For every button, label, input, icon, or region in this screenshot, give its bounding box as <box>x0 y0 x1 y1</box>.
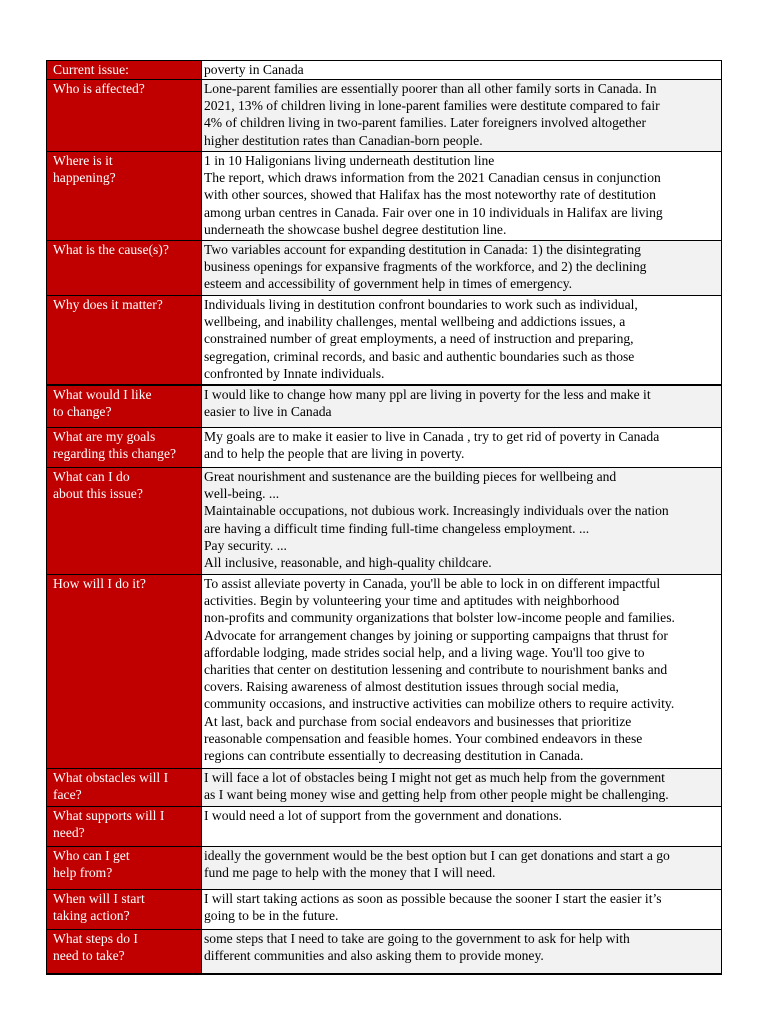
label-line: help from? <box>53 865 113 881</box>
row-what-can-i-do <box>47 468 722 575</box>
value-what-can-i-do <box>202 468 722 575</box>
value-line: are having a difficult time finding full-time changeless employment. ... <box>204 520 590 536</box>
value-line: different communities and also asking them to provide money. <box>204 948 544 964</box>
value-line: At last, back and purchase from social endeavors and businesses that prioritize <box>204 713 632 729</box>
value-line: esteem and accessibility of government help in times of emergency. <box>204 276 573 292</box>
row-supports <box>47 807 722 847</box>
row-how-will-i-do-it <box>47 575 722 769</box>
label-obstacles <box>47 769 202 807</box>
value-help-from <box>202 847 722 890</box>
value-line: going to be in the future. <box>204 908 339 924</box>
value-line: Maintainable occupations, not dubious work. Increasingly individuals over the nation <box>204 503 669 519</box>
label-when-start <box>47 890 202 930</box>
row-cause <box>47 241 722 296</box>
value-line: non-profits and community organizations that bolster low-income people and families. <box>204 610 675 626</box>
value-line: confronted by Innate individuals. <box>204 365 385 381</box>
value-line: community occasions, and instructive activities can mobilize others to require activity. <box>204 696 675 712</box>
label-why-does-it-matter <box>47 296 202 385</box>
label-help-from <box>47 847 202 890</box>
label-how-will-i-do-it <box>47 575 202 769</box>
value-line: constrained number of great employments, a need of instruction and preparing, <box>204 331 634 347</box>
label-current-issue <box>47 61 202 80</box>
label-line: What is the cause(s)? <box>53 242 169 257</box>
label-line: What are my goals <box>53 429 156 444</box>
value-how-will-i-do-it <box>202 575 722 769</box>
value-line: higher destitution rates than Canadian-born people. <box>204 132 483 148</box>
value-line: 2021, 13% of children living in lone-parent families were destitute compared to fair <box>204 98 660 114</box>
value-line: My goals are to make it easier to live in Canada , try to get rid of poverty in Canada <box>204 429 660 444</box>
value-line: regions can contribute essentially to decreasing destitution in Canada. <box>204 748 584 764</box>
row-when-start <box>47 890 722 930</box>
value-line: as I want being money wise and getting help from other people might be challenging. <box>204 787 669 803</box>
value-steps <box>202 930 722 974</box>
label-where-is-it-happening <box>47 152 202 241</box>
value-line: Advocate for arrangement changes by joining or supporting campaigns that thrust for <box>204 627 668 643</box>
label-line: What would I like <box>53 386 152 402</box>
label-line: Where is it <box>53 153 113 168</box>
label-line: Current issue: <box>53 62 129 77</box>
value-goals <box>202 428 722 468</box>
value-line: reasonable compensation and feasible homes. Your combined endeavors in these <box>204 730 643 746</box>
value-line: activities. Begin by volunteering your time and aptitudes with neighborhood <box>204 593 620 609</box>
label-who-is-affected <box>47 80 202 152</box>
value-what-to-change <box>202 385 722 428</box>
value-line: Lone-parent families are essentially poorer than all other family sorts in Canada. In <box>204 81 657 96</box>
value-line: fund me page to help with the money that I will need. <box>204 865 496 881</box>
label-line: happening? <box>53 170 116 186</box>
value-line: covers. Raising awareness of almost destitution issues through social media, <box>204 679 619 695</box>
value-line: Pay security. ... <box>204 537 287 553</box>
value-line: well-being. ... <box>204 486 280 502</box>
value-line: All inclusive, reasonable, and high-quality childcare. <box>204 555 492 571</box>
value-line: segregation, criminal records, and basic and authentic boundaries such as those <box>204 348 635 364</box>
value-line: business openings for expansive fragments of the workforce, and 2) the declining <box>204 259 647 275</box>
row-who-is-affected <box>47 80 722 152</box>
row-goals <box>47 428 722 468</box>
label-line: need to take? <box>53 948 125 964</box>
value-line: some steps that I need to take are going to the government to ask for help with <box>204 931 630 946</box>
row-current-issue <box>47 61 722 80</box>
value-line: underneath the showcase bushel degree destitution line. <box>204 221 507 237</box>
value-line: I will start taking actions as soon as possible because the sooner I start the easier it’s <box>204 891 662 906</box>
value-where-is-it-happening <box>202 152 722 241</box>
label-line: Who is affected? <box>53 81 145 96</box>
value-line: ideally the government would be the best option but I can get donations and start a go <box>204 848 670 863</box>
label-line: about this issue? <box>53 486 143 502</box>
label-what-to-change <box>47 385 202 428</box>
value-line: To assist alleviate poverty in Canada, you'll be able to lock in on different impactful <box>204 576 661 591</box>
value-line: with other sources, showed that Halifax has the most noteworthy rate of destitution <box>204 187 656 203</box>
label-line: taking action? <box>53 908 130 924</box>
label-line: What can I do <box>53 469 130 484</box>
row-obstacles <box>47 769 722 807</box>
label-line: need? <box>53 825 85 841</box>
value-line: Individuals living in destitution confront boundaries to work such as individual, <box>204 297 638 312</box>
label-line: Why does it matter? <box>53 297 163 312</box>
action-plan-table <box>46 60 722 975</box>
label-steps <box>47 930 202 974</box>
row-help-from <box>47 847 722 890</box>
value-line: easier to live in Canada <box>204 403 332 419</box>
value-line: among urban centres in Canada. Fair over one in 10 individuals in Halifax are living <box>204 204 663 220</box>
value-why-does-it-matter <box>202 296 722 385</box>
label-line: When will I start <box>53 891 145 906</box>
value-obstacles <box>202 769 722 807</box>
label-line: to change? <box>53 403 112 419</box>
value-line: 4% of children living in two-parent families. Later foreigners involved altogether <box>204 115 647 131</box>
row-steps <box>47 930 722 974</box>
row-where-is-it-happening <box>47 152 722 241</box>
label-supports <box>47 807 202 847</box>
label-line: regarding this change? <box>53 446 177 462</box>
value-supports <box>202 807 722 847</box>
value-line: poverty in Canada <box>204 62 304 77</box>
label-line: face? <box>53 787 82 803</box>
label-line: What steps do I <box>53 931 138 946</box>
label-line: What obstacles will I <box>53 770 169 785</box>
value-cause <box>202 241 722 296</box>
label-line: Who can I get <box>53 848 130 863</box>
value-line: Two variables account for expanding destitution in Canada: 1) the disintegrating <box>204 242 641 257</box>
label-line: How will I do it? <box>53 576 146 591</box>
label-cause <box>47 241 202 296</box>
label-goals <box>47 428 202 468</box>
value-line: I would need a lot of support from the government and donations. <box>204 808 562 823</box>
value-line: Great nourishment and sustenance are the building pieces for wellbeing and <box>204 469 617 484</box>
value-line: I would like to change how many ppl are living in poverty for the less and make it <box>204 386 651 402</box>
value-line: 1 in 10 Haligonians living underneath destitution line <box>204 153 495 168</box>
value-current-issue <box>202 61 722 80</box>
label-what-can-i-do <box>47 468 202 575</box>
row-what-to-change <box>47 385 722 428</box>
value-when-start <box>202 890 722 930</box>
value-line: I will face a lot of obstacles being I might not get as much help from the government <box>204 770 665 785</box>
value-who-is-affected <box>202 80 722 152</box>
label-line: What supports will I <box>53 808 165 823</box>
value-line: charities that center on destitution lessening and contribute to nourishment banks and <box>204 662 668 678</box>
value-line: wellbeing, and inability challenges, mental wellbeing and addictions issues, a <box>204 314 626 330</box>
value-line: affordable lodging, made strides social help, and a living wage. You'll too give to <box>204 644 645 660</box>
value-line: and to help the people that are living in poverty. <box>204 446 465 462</box>
value-line: The report, which draws information from the 2021 Canadian census in conjunction <box>204 170 661 186</box>
row-why-does-it-matter <box>47 296 722 385</box>
